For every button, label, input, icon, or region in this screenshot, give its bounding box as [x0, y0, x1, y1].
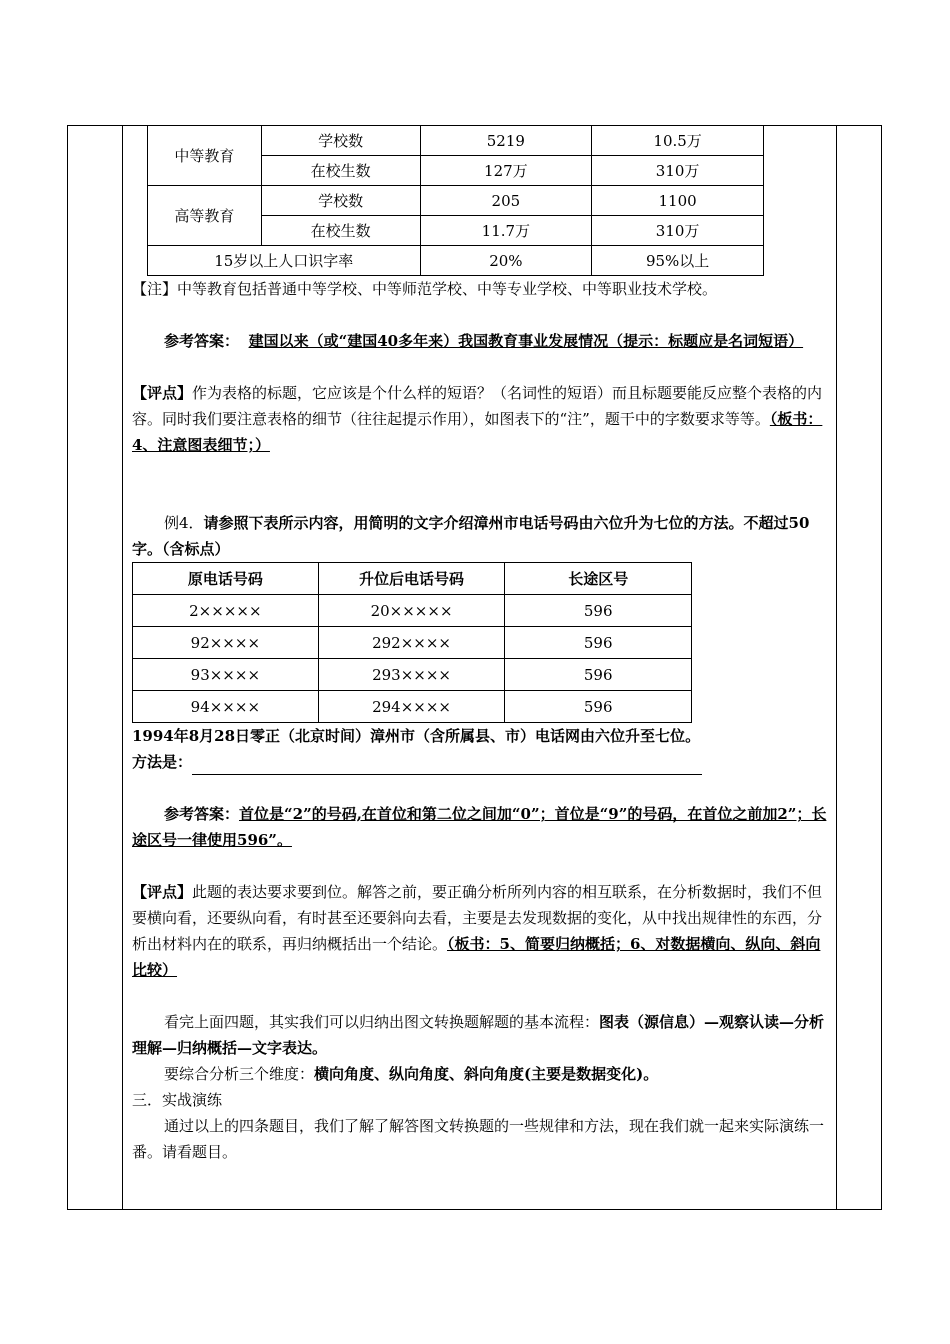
column-divider-right [836, 125, 837, 1210]
comment-3: 【评点】作为表格的标题，它应该是个什么样的短语？（名词性的短语）而且标题要能反应整个表格的内容。同时我们要注意表格的细节（往往起提示作用），如图表下的“注”，题干中的字数要求等等。（板书：4、注意图表细节；） [132, 384, 823, 454]
cell-value: 596 [505, 627, 692, 659]
closing-paragraph: 通过以上的四条题目，我们了解了解答图文转换题的一些规律和方法，现在我们就一起来实际演练一番。请看题目。 [132, 1117, 825, 1161]
comment-4: 【评点】此题的表达要求要到位。解答之前，要正确分析所列内容的相互联系，在分析数据时，我们不但要横向看，还要纵向看，有时甚至还要斜向去看，主要是去发现数据的变化，从中找出规律性的东西，分析出材料内在的联系，再归纳概括出一个结论。（板书：5、简要归纳概括；6、对数据横向、纵向、斜向比较） [132, 883, 823, 979]
table-row [133, 627, 692, 659]
cell-value: 596 [505, 659, 692, 691]
education-table [147, 125, 764, 276]
cell-value: 2××××× [133, 595, 319, 627]
summary-dimensions: 要综合分析三个维度：横向角度、纵向角度、斜向角度(主要是数据变化)。 [164, 1065, 659, 1083]
table-row [133, 659, 692, 691]
cell-value: 95%以上 [592, 246, 764, 276]
cell-value: 310万 [592, 156, 764, 186]
cell-value: 11.7万 [420, 216, 592, 246]
cell-value: 5219 [420, 126, 592, 156]
cell-value: 20% [420, 246, 592, 276]
table-row [148, 246, 764, 276]
row-item-label: 15岁以上人口识字率 [148, 246, 421, 276]
table-header-row [133, 563, 692, 595]
cell-value: 94×××× [133, 691, 319, 723]
cell-value: 293×××× [318, 659, 505, 691]
table-row [133, 691, 692, 723]
example-4: 例4．请参照下表所示内容，用简明的文字介绍漳州市电话号码由六位升为七位的方法。不超过50字。（含标点） [132, 514, 810, 558]
table-row [133, 595, 692, 627]
column-header: 原电话号码 [133, 563, 319, 595]
row-item-label: 在校生数 [261, 216, 420, 246]
lesson-content [132, 125, 832, 1165]
table-note: 【注】中等教育包括普通中等学校、中等师范学校、中等专业学校、中等职业技术学校。 [132, 280, 718, 298]
method-line: 方法是： [132, 749, 832, 775]
column-header: 长途区号 [505, 563, 692, 595]
table-row [148, 126, 764, 156]
row-item-label: 学校数 [261, 186, 420, 216]
cell-value: 20××××× [318, 595, 505, 627]
column-divider-left [122, 125, 123, 1210]
answer-blank[interactable] [192, 756, 702, 775]
answer-3: 参考答案： 建国以来（或“建国40多年来）我国教育事业发展情况（提示：标题应是名词短语） [164, 332, 804, 350]
cell-value: 310万 [592, 216, 764, 246]
row-item-label: 在校生数 [261, 156, 420, 186]
row-group-label: 中等教育 [148, 126, 262, 186]
section-heading: 三．实战演练 [132, 1091, 223, 1109]
cell-value: 10.5万 [592, 126, 764, 156]
column-header: 升位后电话号码 [318, 563, 505, 595]
cell-value: 596 [505, 691, 692, 723]
row-group-label: 高等教育 [148, 186, 262, 246]
cell-value: 127万 [420, 156, 592, 186]
summary-flow: 看完上面四题，其实我们可以归纳出图文转换题解题的基本流程：图表（源信息）—观察认读—分析理解—归纳概括—文字表达。 [132, 1013, 825, 1057]
answer-4: 参考答案：首位是“2”的号码,在首位和第二位之间加“0”；首位是“9”的号码，在首位之前加2”；长途区号一律使用596”。 [132, 805, 827, 849]
phone-table [132, 562, 692, 723]
cell-value: 1100 [592, 186, 764, 216]
table-row [148, 186, 764, 216]
cell-value: 92×××× [133, 627, 319, 659]
example-4-statement: 1994年8月28日零正（北京时间）漳州市（含所属县、市）电话网由六位升至七位。 [132, 727, 701, 745]
cell-value: 596 [505, 595, 692, 627]
row-item-label: 学校数 [261, 126, 420, 156]
cell-value: 93×××× [133, 659, 319, 691]
cell-value: 294×××× [318, 691, 505, 723]
cell-value: 205 [420, 186, 592, 216]
cell-value: 292×××× [318, 627, 505, 659]
